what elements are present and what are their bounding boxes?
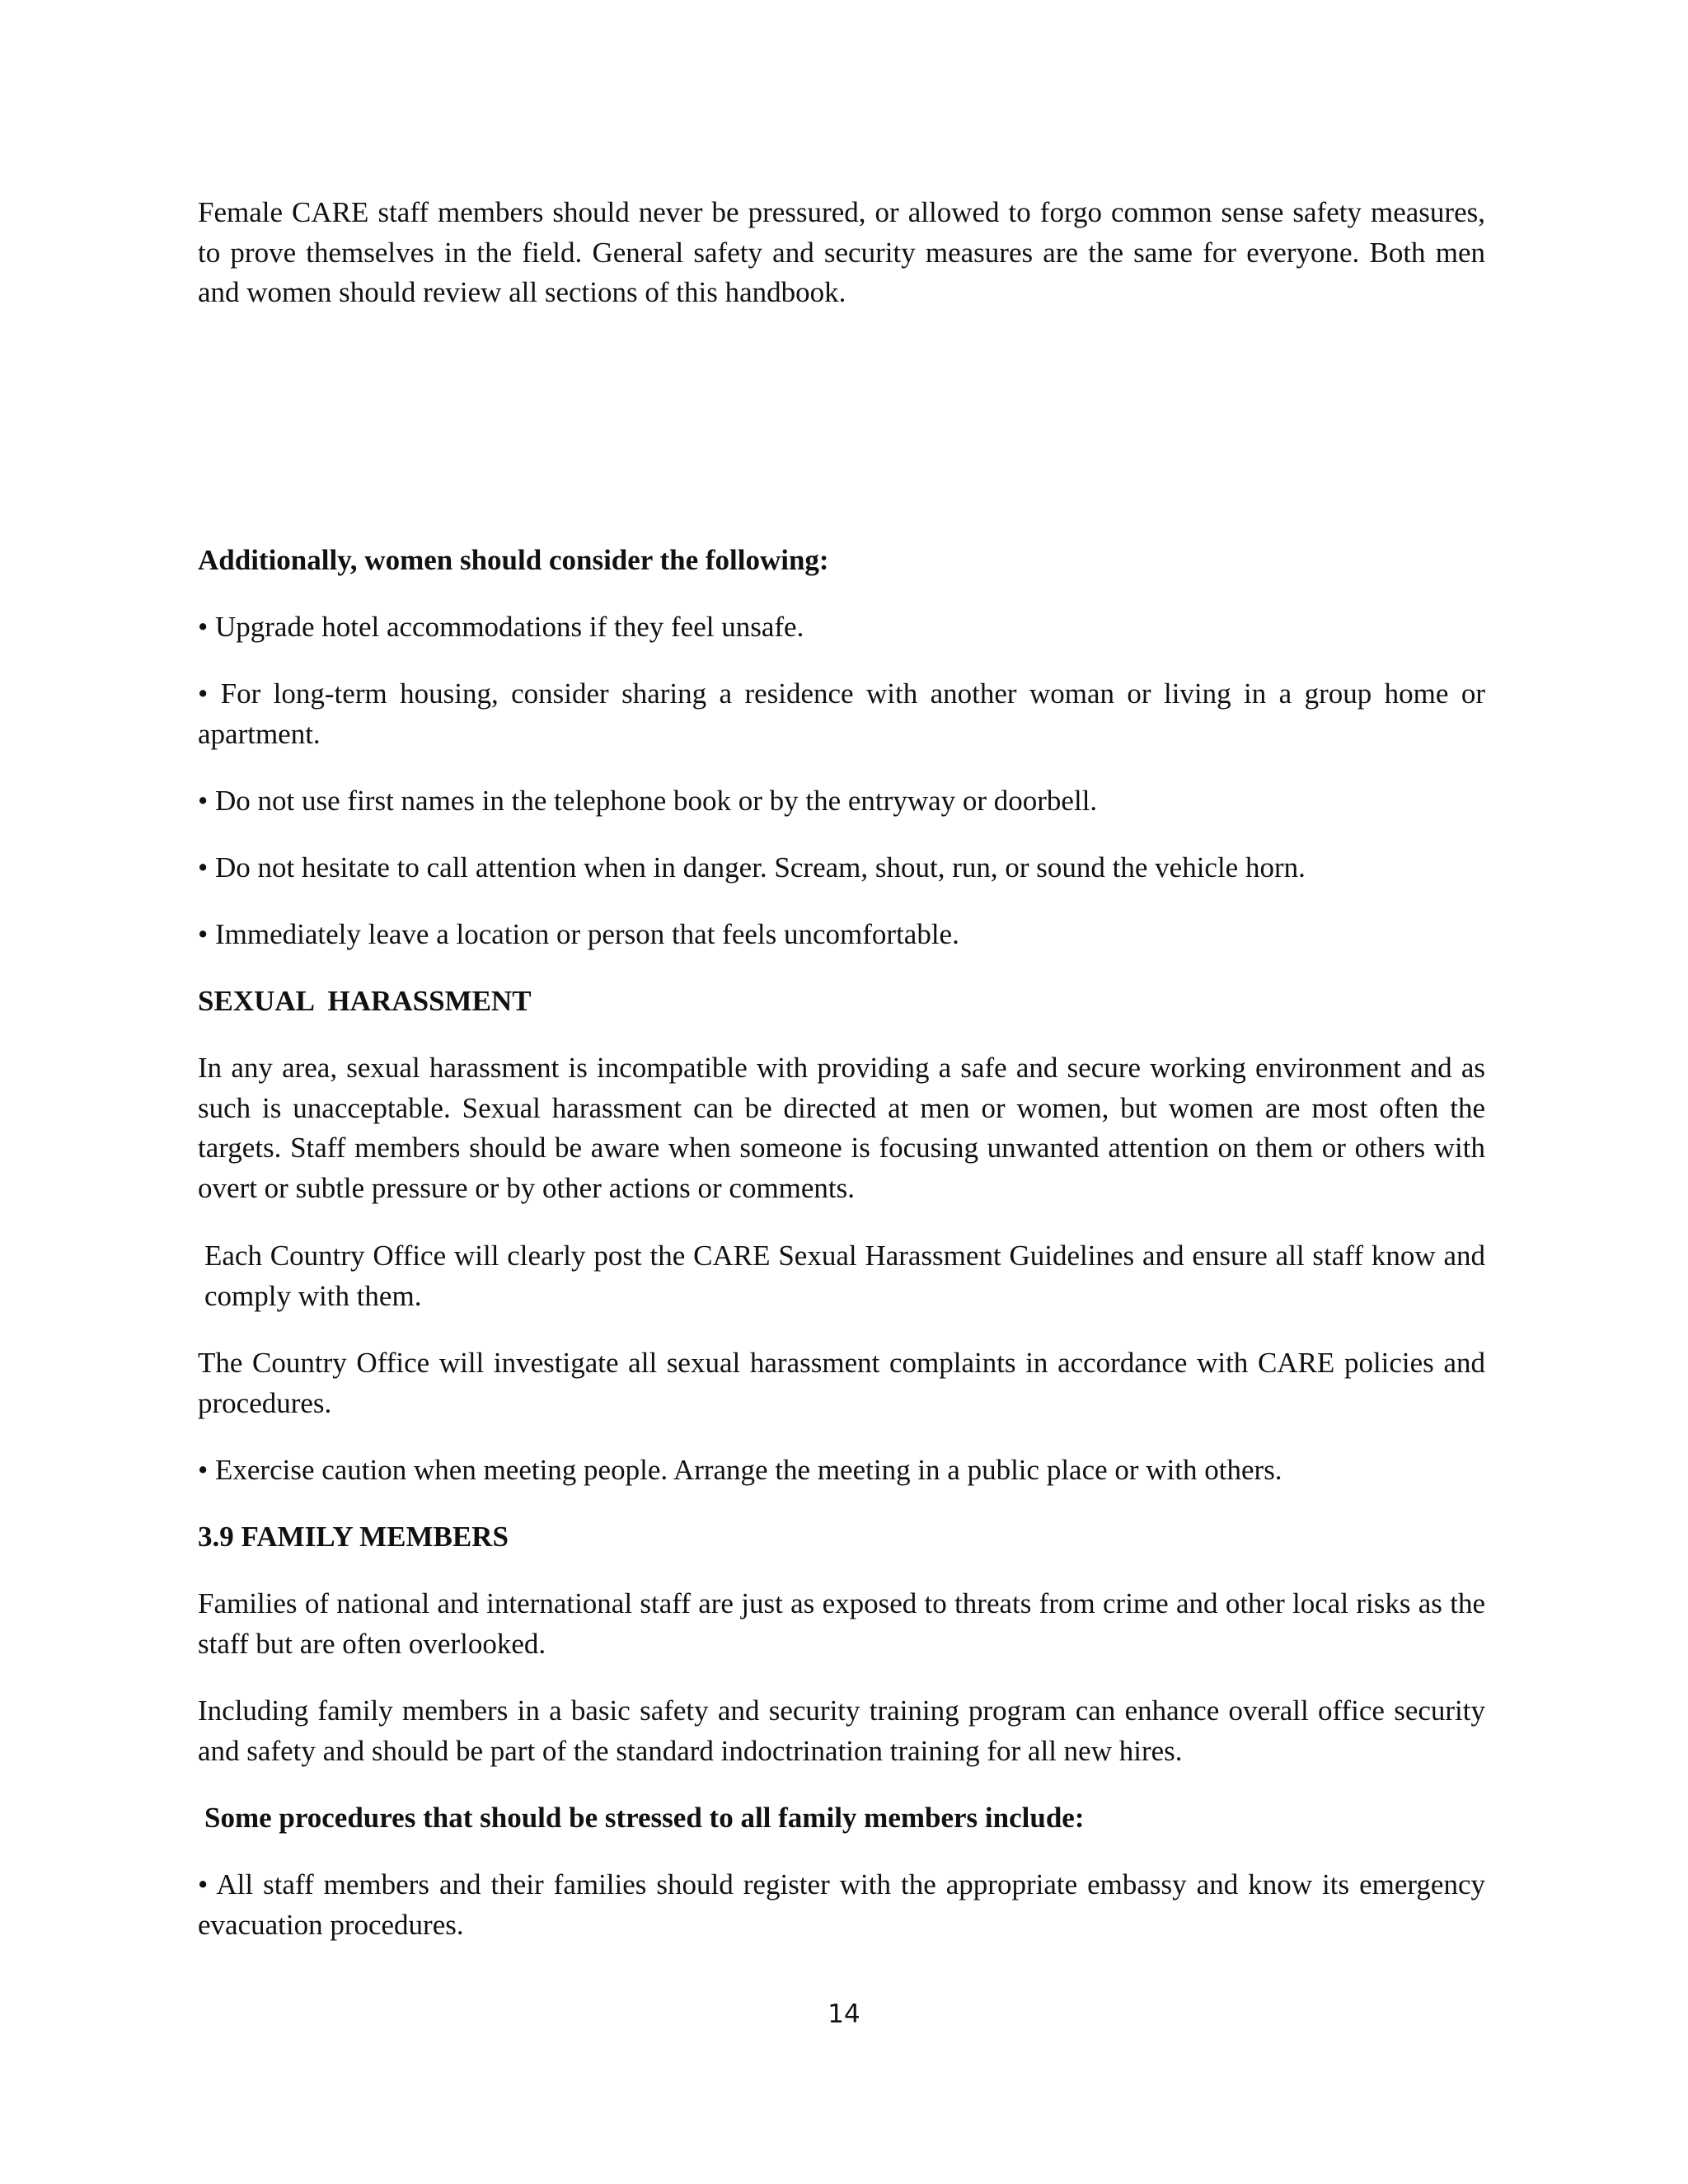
women-bullet-leave-location: • Immediately leave a location or person that feels uncomfortable.	[198, 918, 959, 950]
family-paragraph-training: Including family members in a basic safety and security training program can enhance overall office security and safety and should be part of the standard indoctrination training for all new hires.	[198, 1694, 1485, 1767]
harassment-paragraph-intro: In any area, sexual harassment is incompatible with providing a safe and secure working environment and as such is unacceptable. Sexual harassment can be directed at men or women, but women are most often the targets. Staff members should be aware when someone is focusing unwanted attention on them or others with overt or subtle pressure or by other actions or comments.	[198, 1052, 1485, 1204]
intro-paragraph: Female CARE staff members should never be pressured, or allowed to forgo common sense safety measures, to prove themselves in the field. General safety and security measures are the same for everyone. Both men and women should review all sections of this handbook.	[198, 196, 1485, 308]
women-bullet-first-names: • Do not use first names in the telephone book or by the entryway or doorbell.	[198, 785, 1098, 817]
document-page	[198, 0, 1485, 2184]
women-bullet-long-term-housing: • For long-term housing, consider sharing a residence with another woman or living in a group home or apartment.	[198, 677, 1485, 750]
family-paragraph-exposure: Families of national and international staff are just as exposed to threats from crime and other local risks as the staff but are often overlooked.	[198, 1587, 1485, 1660]
procedures-heading: Some procedures that should be stressed to all family members include:	[204, 1802, 1085, 1834]
women-bullet-upgrade-hotel: • Upgrade hotel accommodations if they feel unsafe.	[198, 611, 804, 643]
harassment-bullet-caution: • Exercise caution when meeting people. Arrange the meeting in a public place or with others.	[198, 1454, 1282, 1486]
page-number: 14	[828, 1999, 860, 2029]
women-considerations-heading: Additionally, women should consider the following:	[198, 544, 829, 576]
family-members-heading: 3.9 FAMILY MEMBERS	[198, 1521, 509, 1553]
harassment-paragraph-guidelines: Each Country Office will clearly post the CARE Sexual Harassment Guidelines and ensure all staff know and comply with them.	[204, 1240, 1485, 1312]
procedures-bullet-register-embassy: • All staff members and their families should register with the appropriate embassy and know its emergency evacuation procedures.	[198, 1868, 1485, 1941]
sexual-harassment-heading: SEXUAL HARASSMENT	[198, 985, 532, 1017]
harassment-paragraph-investigation: The Country Office will investigate all sexual harassment complaints in accordance with CARE policies and procedures.	[198, 1347, 1485, 1419]
women-bullet-call-attention: • Do not hesitate to call attention when in danger. Scream, shout, run, or sound the vehicle horn.	[198, 851, 1306, 883]
